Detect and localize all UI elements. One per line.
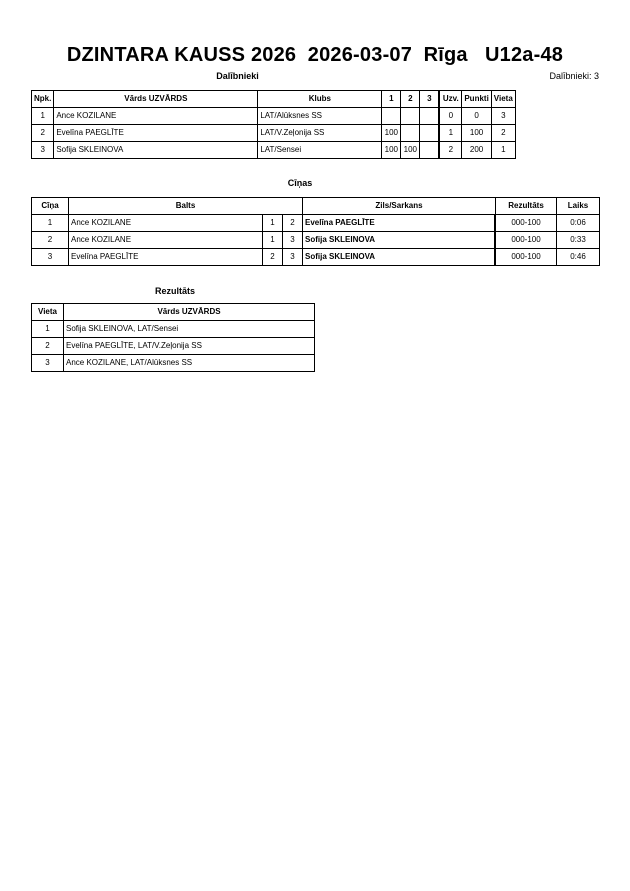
cell-blue-name: Sofija SKLEINOVA	[303, 249, 495, 266]
col-result-name: Vārds UZVĀRDS	[64, 304, 315, 321]
col-npk: Npk.	[32, 91, 54, 108]
cell-npk: 3	[32, 142, 54, 159]
cell-result-name: Evelīna PAEGLĪTE, LAT/V.Zeļonija SS	[64, 338, 315, 355]
col-place: Vieta	[491, 91, 515, 108]
cell-score-1: 100	[382, 125, 401, 142]
col-score-3: 3	[420, 91, 440, 108]
cell-result-name: Sofija SKLEINOVA, LAT/Sensei	[64, 321, 315, 338]
cell-white-name: Ance KOZILANE	[69, 232, 263, 249]
col-score-1: 1	[382, 91, 401, 108]
cell-name: Sofija SKLEINOVA	[54, 142, 258, 159]
cell-result-place: 1	[32, 321, 64, 338]
cell-score-3	[420, 108, 440, 125]
cell-place: 2	[491, 125, 515, 142]
cell-score-1: 100	[382, 142, 401, 159]
cell-white-name: Evelīna PAEGLĪTE	[69, 249, 263, 266]
cell-white-name: Ance KOZILANE	[69, 215, 263, 232]
results-section-label: Rezultāts	[154, 286, 195, 296]
table-row	[32, 232, 600, 249]
cell-white-number: 1	[263, 232, 283, 249]
cell-result: 000-100	[496, 215, 557, 232]
table-row	[32, 249, 600, 266]
col-white: Balts	[69, 198, 303, 215]
participants-section-label: Dalībnieki	[216, 71, 259, 81]
cell-points: 200	[462, 142, 491, 159]
cell-white-number: 2	[263, 249, 283, 266]
cell-name: Evelīna PAEGLĪTE	[54, 125, 258, 142]
participants-count: Dalībnieki: 3	[549, 71, 599, 81]
cell-score-2: 100	[401, 142, 420, 159]
col-bout-no: Cīņa	[32, 198, 69, 215]
table-row	[32, 125, 516, 142]
table-row	[32, 142, 516, 159]
cell-score-3	[420, 125, 440, 142]
table-row	[32, 355, 315, 372]
table-row	[32, 338, 315, 355]
cell-time: 0:33	[557, 232, 600, 249]
cell-blue-name: Sofija SKLEINOVA	[303, 232, 495, 249]
cell-score-2	[401, 125, 420, 142]
cell-result-place: 2	[32, 338, 64, 355]
table-row	[32, 108, 516, 125]
cell-club: LAT/Alūksnes SS	[258, 108, 382, 125]
bouts-header-row	[32, 198, 600, 215]
col-name: Vārds UZVĀRDS	[54, 91, 258, 108]
cell-score-2	[401, 108, 420, 125]
cell-result: 000-100	[496, 249, 557, 266]
cell-white-number: 1	[263, 215, 283, 232]
cell-bout-no: 3	[32, 249, 69, 266]
cell-time: 0:46	[557, 249, 600, 266]
table-row	[32, 321, 315, 338]
col-time: Laiks	[557, 198, 600, 215]
col-points: Punkti	[462, 91, 491, 108]
cell-npk: 2	[32, 125, 54, 142]
cell-blue-number: 3	[283, 249, 303, 266]
cell-npk: 1	[32, 108, 54, 125]
cell-points: 100	[462, 125, 491, 142]
cell-place: 1	[491, 142, 515, 159]
col-blue-red: Zils/Sarkans	[303, 198, 496, 215]
cell-result-place: 3	[32, 355, 64, 372]
cell-time: 0:06	[557, 215, 600, 232]
cell-blue-number: 2	[283, 215, 303, 232]
results-table	[31, 303, 315, 372]
col-result: Rezultāts	[496, 198, 557, 215]
cell-blue-name: Evelīna PAEGLĪTE	[303, 215, 495, 232]
col-club: Klubs	[258, 91, 382, 108]
cell-score-3	[420, 142, 440, 159]
bouts-section-label: Cīņas	[287, 178, 313, 188]
cell-wins: 2	[439, 142, 462, 159]
cell-place: 3	[491, 108, 515, 125]
cell-result: 000-100	[496, 232, 557, 249]
cell-name: Ance KOZILANE	[54, 108, 258, 125]
participants-table	[31, 90, 516, 159]
cell-club: LAT/V.Zeļonija SS	[258, 125, 382, 142]
cell-points: 0	[462, 108, 491, 125]
bouts-table	[31, 197, 600, 266]
cell-score-1	[382, 108, 401, 125]
page-title: DZINTARA KAUSS 2026 2026-03-07 Rīga U12a-48	[66, 44, 564, 66]
cell-result-name: Ance KOZILANE, LAT/Alūksnes SS	[64, 355, 315, 372]
cell-club: LAT/Sensei	[258, 142, 382, 159]
col-score-2: 2	[401, 91, 420, 108]
cell-wins: 1	[439, 125, 462, 142]
cell-bout-no: 2	[32, 232, 69, 249]
table-row	[32, 215, 600, 232]
results-header-row	[32, 304, 315, 321]
col-wins: Uzv.	[439, 91, 462, 108]
participants-header-row	[32, 91, 516, 108]
cell-blue-number: 3	[283, 232, 303, 249]
col-result-place: Vieta	[32, 304, 64, 321]
cell-wins: 0	[439, 108, 462, 125]
cell-bout-no: 1	[32, 215, 69, 232]
